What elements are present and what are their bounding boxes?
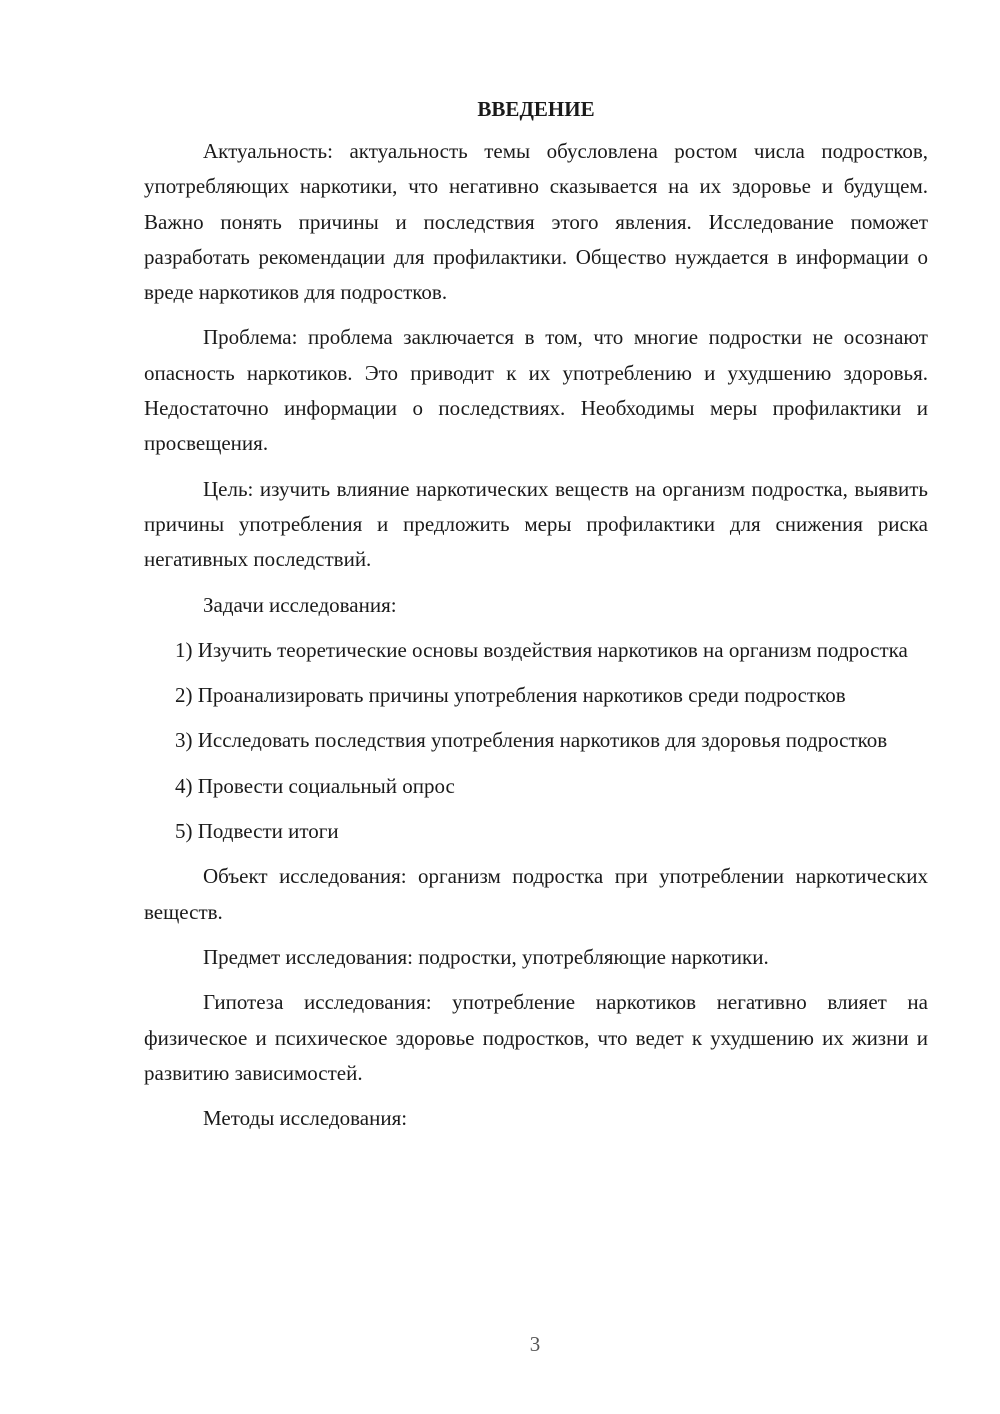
list-item: 2) Проанализировать причины употребления наркотиков среди подростков	[175, 683, 846, 708]
list-item: 4) Провести социальный опрос	[175, 773, 455, 798]
list-item: 3) Исследовать последствия употребления наркотиков для здоровья подростков	[175, 728, 888, 753]
tasks-list	[144, 633, 928, 849]
problem-paragraph: Проблема: проблема заключается в том, что многие подростки не осознают опасность наркотиков. Это приводит к их употреблению и ухудшению здоровья. Недостаточно информации о последствиях. Необходимы меры профилактики и просвещения.	[144, 325, 928, 456]
subject-paragraph: Предмет исследования: подростки, употребляющие наркотики.	[203, 944, 769, 969]
section-title: ВВЕДЕНИЕ	[477, 97, 595, 121]
methods-heading: Методы исследования:	[203, 1106, 408, 1131]
object-paragraph: Объект исследования: организм подростка при употреблении наркотических веществ.	[144, 864, 928, 924]
document-page	[144, 92, 928, 1146]
list-item: 5) Подвести итоги	[175, 819, 339, 844]
page-number: 3	[529, 1332, 541, 1356]
hypothesis-paragraph: Гипотеза исследования: употребление наркотиков негативно влияет на физическое и психическое здоровье подростков, что ведет к ухудшению их жизни и развитию зависимостей.	[144, 990, 928, 1085]
tasks-heading: Задачи исследования:	[203, 592, 397, 617]
list-item: 1) Изучить теоретические основы воздействия наркотиков на организм подростка	[175, 637, 908, 662]
relevance-paragraph: Актуальность: актуальность темы обусловлена ростом числа подростков, употребляющих наркотики, что негативно сказывается на их здоровье и будущем. Важно понять причины и последствия этого явления. Исследование поможет разработать рекомендации для профилактики. Общество нуждается в информации о вреде наркотиков для подростков.	[144, 139, 928, 305]
goal-paragraph: Цель: изучить влияние наркотических веществ на организм подростка, выявить причины употребления и предложить меры профилактики для снижения риска негативных последствий.	[144, 476, 928, 572]
